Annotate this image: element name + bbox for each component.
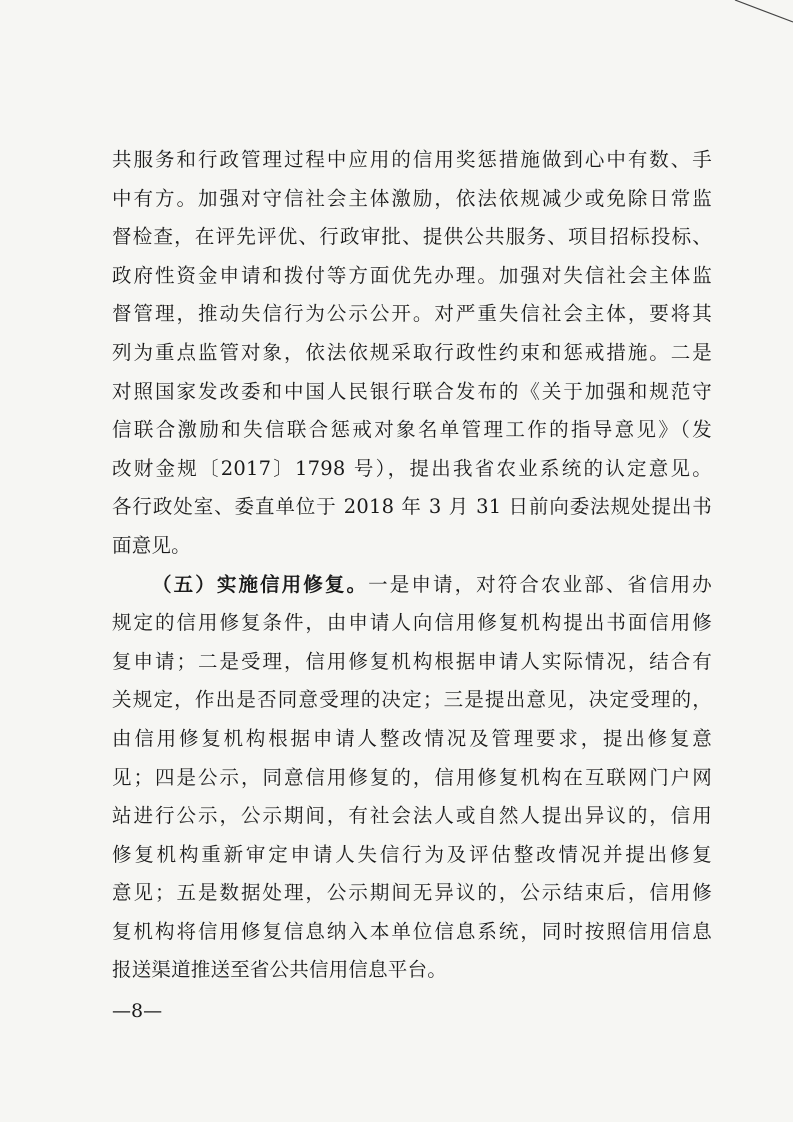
text-line: 面意见。 — [112, 533, 191, 557]
text-line: 列为重点监管对象，依法依规采取行政性约束和惩戒措施。二是 — [112, 340, 712, 364]
text-line: 站进行公示，公示期间，有社会法人或自然人提出异议的，信用 — [112, 804, 712, 828]
text-line: 对照国家发改委和中国人民银行联合发布的《关于加强和规范守 — [112, 379, 712, 403]
text-line: 关规定，作出是否同意受理的决定；三是提出意见，决定受理的， — [112, 688, 712, 712]
paragraph-1 — [112, 148, 712, 557]
text-line: 报送渠道推送至省公共信用信息平台。 — [112, 958, 447, 982]
text-line: 信联合激励和失信联合惩戒对象名单管理工作的指导意见》（发 — [112, 418, 712, 442]
text-line: 中有方。加强对守信社会主体激励，依法依规减少或免除日常监 — [112, 186, 712, 210]
paragraph-2 — [112, 573, 712, 982]
text-line: 规定的信用修复条件，由申请人向信用修复机构提出书面信用修 — [112, 611, 712, 635]
text-line: 督管理，推动失信行为公示公开。对严重失信社会主体，要将其 — [112, 302, 712, 326]
text-line: 修复机构重新审定申请人失信行为及评估整改情况并提出修复 — [112, 842, 712, 866]
text-line: 各行政处室、委直单位于 2018 年 3 月 31 日前向委法规处提出书 — [112, 495, 712, 519]
document-body — [112, 148, 712, 997]
scan-edge-line — [0, 0, 793, 30]
text-line: 政府性资金申请和拨付等方面优先办理。加强对失信社会主体监 — [112, 263, 712, 287]
paragraph-2-first-line — [112, 573, 712, 596]
section-heading: （五）实施信用修复。 — [152, 572, 369, 596]
text-line: 意见；五是数据处理，公示期间无异议的，公示结束后，信用修 — [112, 881, 712, 905]
text-segment: 一是申请，对符合农业部、省信用办 — [368, 572, 712, 596]
page-number: —8— — [112, 1000, 163, 1022]
text-line: 督检查，在评先评优、行政审批、提供公共服务、项目招标投标、 — [112, 225, 712, 249]
text-line: 复申请；二是受理，信用修复机构根据申请人实际情况，结合有 — [112, 649, 712, 673]
text-line: 见；四是公示，同意信用修复的，信用修复机构在互联网门户网 — [112, 765, 712, 789]
text-line: 由信用修复机构根据申请人整改情况及管理要求，提出修复意 — [112, 726, 712, 750]
text-line: 共服务和行政管理过程中应用的信用奖惩措施做到心中有数、手 — [112, 148, 712, 171]
text-line: 复机构将信用修复信息纳入本单位信息系统，同时按照信用信息 — [112, 919, 712, 943]
text-line: 改财金规〔2017〕1798 号），提出我省农业系统的认定意见。 — [112, 456, 712, 480]
